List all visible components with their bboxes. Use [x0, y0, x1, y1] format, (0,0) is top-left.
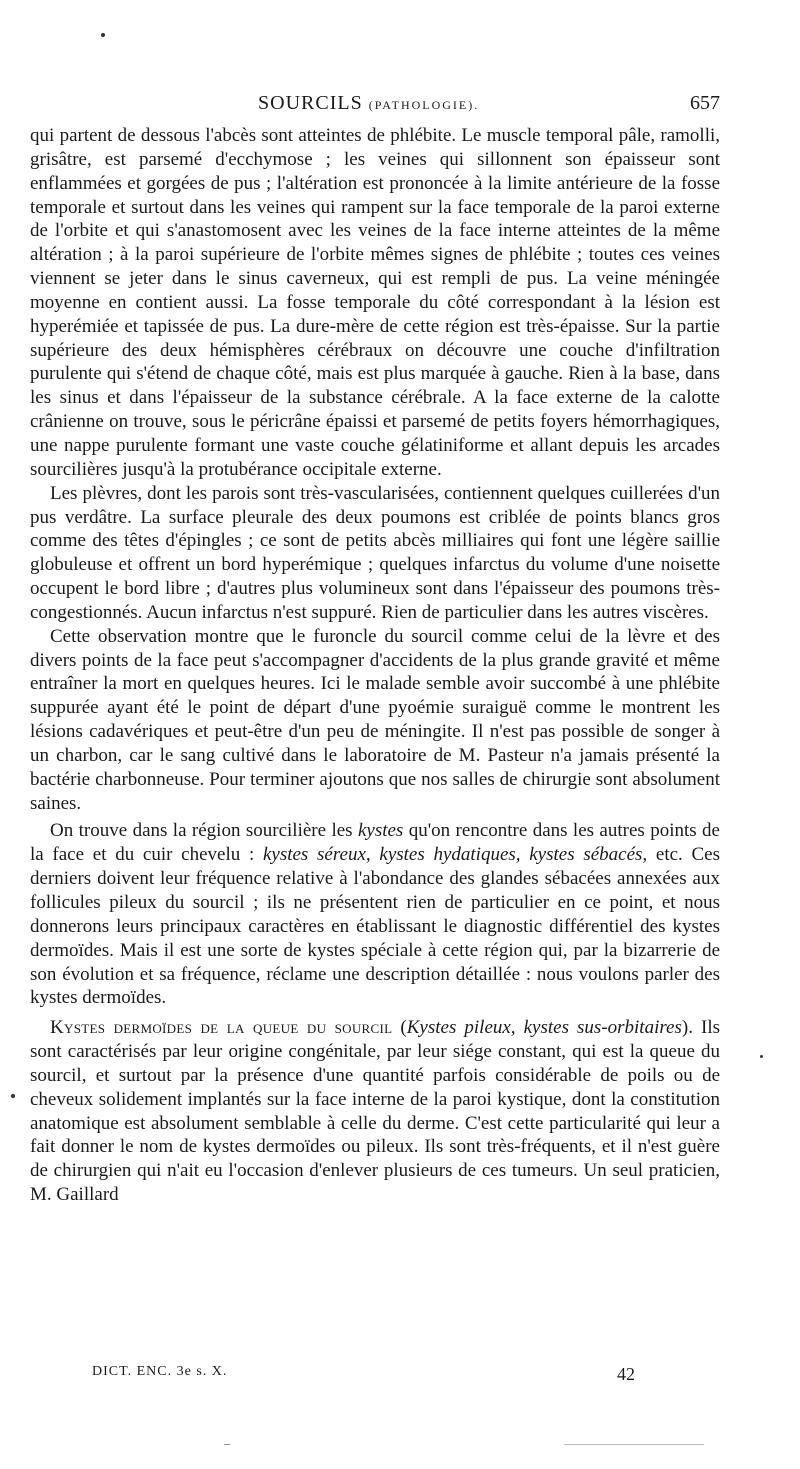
page-body: [30, 124, 720, 1207]
paragraph-observation: Cette observation montre que le furoncle du sourcil comme celui de la lèvre et des divers points de la face peut s'accompagner d'accidents de la plus grande gravité et même entraîner la mort en quelques heures. Ici le malade semble avoir succombé à une phlébite suppurée ayant été le point de départ d'une pyoémie suraiguë comme le montrent les lésions cadavériques et peut-être d'un peu de méningite. Il n'est pas possible de songer à un charbon, car le sang cultivé dans le laboratoire de M. Pasteur n'a jamais présenté la bactérie charbonneuse. Pour terminer ajoutons que nos salles de chirurgie sont absolument saines.: [30, 625, 720, 814]
signature-mark: DICT. ENC. 3e s. X.: [92, 1364, 228, 1379]
term-cyst-types: kystes séreux, kystes hydatiques, kystes sébacés,: [262, 844, 648, 866]
section-heading: Kystes dermoïdes de la queue du sourcil: [50, 1017, 393, 1039]
running-subtitle: (PATHOLOGIE).: [368, 98, 480, 112]
sheet-number: 42: [617, 1364, 635, 1384]
stray-mark-right: [760, 1055, 763, 1058]
page-footer: [30, 1364, 720, 1388]
paragraph-pleura: Les plèvres, dont les parois sont très-vascularisées, contiennent quelques cuillerées d'un pus verdâtre. La surface pleurale des deux poumons est criblée de points blancs gros comme des têtes d'épingles ; ce sont de petits abcès milliaires qui font une légère saillie globuleuse et offrent un bord hyperémique ; quelques infarctus du volume d'une noisette occupent le bord libre ; d'autres plus volumineux sont dans l'épaisseur des poumons très-congestionnés. Aucun infarctus n'est suppuré. Rien de particulier dans les autres viscères.: [30, 482, 720, 623]
bottom-scan-rule-left: [224, 1444, 230, 1445]
stray-mark-margin: [11, 1094, 15, 1098]
term-kystes: kystes: [357, 820, 404, 842]
stray-mark-top: [101, 33, 105, 37]
paragraph-dermoid-cysts: Kystes dermoïdes de la queue du sourcil (Kystes pileux, kystes sus-orbitaires). Ils sont caractérisés par leur origine congénitale, par leur siége constant, qui est la queue du sourcil, et surtout par la présence d'une quantité parfois considérable de poils ou de cheveux solidement implantés sur la face interne de la paroi kystique, dont la constitution anatomique est absolument semblable à celle du derme. C'est cette particularité qui leur a fait donner le nom de kystes dermoïdes ou pileux. Ils sont très-fréquents, et il n'est guère de chirurgien qui n'ait eu l'occasion d'enlever plusieurs de ces tumeurs. Un seul praticien, M. Gaillard: [30, 1017, 720, 1206]
paragraph-cysts: On trouve dans la région sourcilière les kystes qu'on rencontre dans les autres points de la face et du cuir chevelu : kystes séreux, kystes hydatiques, kystes sébacés, etc. Ces derniers doivent leur fréquence relative à l'abondance des glandes sébacées annexées aux follicules pileux du sourcil ; ils ne présentent rien de particulier en ce point, et nous donnerons leurs principaux caractères en établissant le diagnostic différentiel des kystes dermoïdes. Mais il est une sorte de kystes spéciale à cette région qui, par la bizarrerie de son évolution et sa fréquence, réclame une description détaillée : nous voulons parler des kystes dermoïdes.: [30, 820, 720, 1009]
running-header: [30, 92, 720, 122]
running-title: SOURCILS (PATHOLOGIE).: [258, 92, 480, 114]
bottom-scan-rule-right: [564, 1444, 704, 1445]
page-number: 657: [690, 92, 720, 114]
paragraph-autopsy-continued: qui partent de dessous l'abcès sont atteintes de phlébite. Le muscle temporal pâle, ramolli, grisâtre, est parsemé d'ecchymose ; les veines qui sillonnent son épaisseur sont enflammées et gorgées de pus ; l'altération est prononcée à la limite antérieure de la fosse temporale et surtout dans les veines qui rampent sur la face temporale de la paroi externe de l'orbite et qui s'anastomosent avec les veines de la face interne atteintes de la même altération ; à la paroi supérieure de l'orbite mêmes signes de phlébite ; toutes ces veines viennent se jeter dans le sinus caverneux, qui est rempli de pus. La veine méningée moyenne en contient aussi. La fosse temporale du côté correspondant à la lésion est hyperémiée et tapissée de pus. La dure-mère de cette région est très-épaisse. Sur la partie supérieure des deux hémisphères cérébraux on découvre une couche d'infiltration purulente qui s'étend de chaque côté, mais est plus marquée à gauche. Rien à la base, dans les sinus et dans l'épaisseur de la substance cérébrale. A la face externe de la calotte crânienne on trouve, sous le péricrâne épaissi et parsemé de petits foyers hémorrhagiques, une nappe purulente formant une vaste couche gélatiniforme et allant depuis les arcades sourcilières jusqu'à la protubérance occipitale externe.: [30, 125, 720, 480]
term-synonyms: Kystes pileux, kystes sus-orbitaires: [406, 1017, 682, 1039]
